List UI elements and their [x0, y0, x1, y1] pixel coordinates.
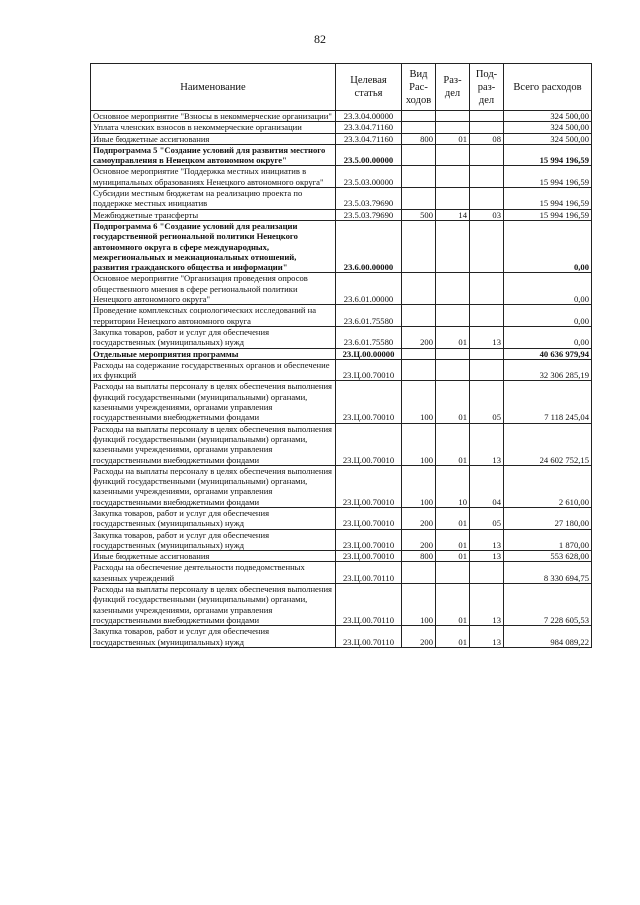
table-row [91, 381, 592, 423]
row-subsection: 13 [470, 326, 504, 348]
row-kind [402, 166, 436, 188]
table-row [91, 507, 592, 529]
row-section: 01 [436, 133, 470, 144]
row-kind: 800 [402, 551, 436, 562]
table-row [91, 122, 592, 133]
row-name: Закупка товаров, работ и услуг для обеспечения государственных (муниципальных) нужд [91, 326, 336, 348]
row-section: 01 [436, 529, 470, 551]
row-section: 10 [436, 465, 470, 507]
row-kind [402, 359, 436, 381]
row-target-code: 23.5.03.79690 [336, 209, 402, 220]
table-header-row [91, 64, 592, 111]
row-subsection [470, 220, 504, 272]
header-kind: Вид Рас-ходов [402, 64, 436, 111]
row-amount: 0,00 [504, 273, 592, 305]
row-amount: 984 089,22 [504, 626, 592, 648]
table-row [91, 144, 592, 166]
row-name: Расходы на выплаты персоналу в целях обеспечения выполнения функций государственными (муниципальными) органами, казенными учреждениями, органами управления государственными внебюджетными фондами [91, 465, 336, 507]
row-target-code: 23.Ц.00.70010 [336, 551, 402, 562]
page-number: 82 [314, 32, 326, 46]
table-row [91, 111, 592, 122]
row-name: Расходы на выплаты персоналу в целях обеспечения выполнения функций государственными (муниципальными) органами, казенными учреждениями, органами управления государственными внебюджетными фондами [91, 381, 336, 423]
row-amount: 7 118 245,04 [504, 381, 592, 423]
row-amount: 24 602 752,15 [504, 423, 592, 465]
row-subsection [470, 122, 504, 133]
row-name: Подпрограмма 6 "Создание условий для реализации государственной региональной политики Ненецкого автономного округа в сфере международных, межрегиональных и межнациональных отношений, развития гражданского общества и информации" [91, 220, 336, 272]
row-section [436, 220, 470, 272]
row-subsection: 13 [470, 529, 504, 551]
table-body [91, 111, 592, 648]
row-subsection: 13 [470, 584, 504, 626]
row-section: 01 [436, 381, 470, 423]
row-subsection [470, 359, 504, 381]
row-kind [402, 273, 436, 305]
row-target-code: 23.Ц.00.70010 [336, 507, 402, 529]
row-subsection: 13 [470, 551, 504, 562]
row-subsection: 13 [470, 626, 504, 648]
row-amount: 553 628,00 [504, 551, 592, 562]
row-name: Расходы на содержание государственных органов и обеспечение их функций [91, 359, 336, 381]
row-target-code: 23.5.00.00000 [336, 144, 402, 166]
row-name: Основное мероприятие "Организация проведения опросов общественного мнения в сфере региональной политики Ненецкого автономного округа" [91, 273, 336, 305]
table-row [91, 348, 592, 359]
row-name: Расходы на выплаты персоналу в целях обеспечения выполнения функций государственными (муниципальными) органами, казенными учреждениями, органами управления государственными внебюджетными фондами [91, 584, 336, 626]
row-name: Уплата членских взносов в некоммерческие организации [91, 122, 336, 133]
table-row [91, 584, 592, 626]
row-kind: 100 [402, 584, 436, 626]
row-amount: 15 994 196,59 [504, 188, 592, 210]
row-amount: 2 610,00 [504, 465, 592, 507]
row-subsection [470, 273, 504, 305]
header-subsection: Под-раз-дел [470, 64, 504, 111]
table-row [91, 209, 592, 220]
row-section: 14 [436, 209, 470, 220]
row-section [436, 111, 470, 122]
row-target-code: 23.Ц.00.70010 [336, 359, 402, 381]
row-subsection: 13 [470, 423, 504, 465]
row-amount: 15 994 196,59 [504, 144, 592, 166]
row-target-code: 23.Ц.00.70010 [336, 529, 402, 551]
table-row [91, 188, 592, 210]
row-section [436, 305, 470, 327]
row-subsection [470, 348, 504, 359]
row-target-code: 23.6.01.75580 [336, 305, 402, 327]
row-amount: 40 636 979,94 [504, 348, 592, 359]
row-target-code: 23.5.03.00000 [336, 166, 402, 188]
table-row [91, 423, 592, 465]
row-target-code: 23.3.04.00000 [336, 111, 402, 122]
row-section: 01 [436, 326, 470, 348]
row-subsection: 08 [470, 133, 504, 144]
row-amount: 27 180,00 [504, 507, 592, 529]
row-section: 01 [436, 626, 470, 648]
row-amount: 0,00 [504, 305, 592, 327]
row-name: Подпрограмма 5 "Создание условий для развития местного самоуправления в Ненецком автономном округе" [91, 144, 336, 166]
row-subsection [470, 305, 504, 327]
table-row [91, 326, 592, 348]
row-kind: 500 [402, 209, 436, 220]
row-section [436, 273, 470, 305]
row-kind: 100 [402, 381, 436, 423]
row-amount: 15 994 196,59 [504, 209, 592, 220]
table-row [91, 562, 592, 584]
header-total: Всего расходов [504, 64, 592, 111]
row-target-code: 23.Ц.00.70110 [336, 584, 402, 626]
row-kind: 200 [402, 326, 436, 348]
row-target-code: 23.Ц.00.70110 [336, 626, 402, 648]
row-subsection [470, 166, 504, 188]
row-section [436, 144, 470, 166]
row-kind [402, 348, 436, 359]
row-kind [402, 305, 436, 327]
row-target-code: 23.6.01.75580 [336, 326, 402, 348]
row-amount: 324 500,00 [504, 122, 592, 133]
row-amount: 15 994 196,59 [504, 166, 592, 188]
table-row [91, 166, 592, 188]
table-row [91, 220, 592, 272]
row-section: 01 [436, 551, 470, 562]
row-name: Основное мероприятие "Взносы в некоммерческие организации" [91, 111, 336, 122]
row-name: Проведение комплексных социологических исследований на территории Ненецкого автономного округа [91, 305, 336, 327]
row-name: Основное мероприятие "Поддержка местных инициатив в муниципальных образованиях Ненецкого автономного округа" [91, 166, 336, 188]
table-row [91, 305, 592, 327]
row-target-code: 23.3.04.71160 [336, 122, 402, 133]
table-row [91, 133, 592, 144]
table-row [91, 465, 592, 507]
row-kind [402, 122, 436, 133]
table-row [91, 626, 592, 648]
row-name: Отдельные мероприятия программы [91, 348, 336, 359]
row-name: Закупка товаров, работ и услуг для обеспечения государственных (муниципальных) нужд [91, 626, 336, 648]
row-subsection: 05 [470, 507, 504, 529]
row-section: 01 [436, 423, 470, 465]
row-section [436, 188, 470, 210]
row-name: Межбюджетные трансферты [91, 209, 336, 220]
row-amount: 324 500,00 [504, 133, 592, 144]
row-kind: 100 [402, 423, 436, 465]
row-target-code: 23.Ц.00.70010 [336, 423, 402, 465]
row-name: Закупка товаров, работ и услуг для обеспечения государственных (муниципальных) нужд [91, 507, 336, 529]
row-kind: 200 [402, 529, 436, 551]
row-section [436, 562, 470, 584]
header-section: Раз-дел [436, 64, 470, 111]
row-kind: 100 [402, 465, 436, 507]
row-amount: 0,00 [504, 326, 592, 348]
row-amount: 32 306 285,19 [504, 359, 592, 381]
row-section [436, 122, 470, 133]
row-subsection [470, 562, 504, 584]
row-kind: 200 [402, 507, 436, 529]
row-subsection: 04 [470, 465, 504, 507]
row-name: Иные бюджетные ассигнования [91, 551, 336, 562]
row-name: Закупка товаров, работ и услуг для обеспечения государственных (муниципальных) нужд [91, 529, 336, 551]
row-target-code: 23.5.03.79690 [336, 188, 402, 210]
row-name: Субсидии местным бюджетам на реализацию проекта по поддержке местных инициатив [91, 188, 336, 210]
row-subsection [470, 144, 504, 166]
row-target-code: 23.Ц.00.70010 [336, 381, 402, 423]
row-subsection [470, 188, 504, 210]
row-name: Расходы на обеспечение деятельности подведомственных казенных учреждений [91, 562, 336, 584]
row-section: 01 [436, 507, 470, 529]
table-row [91, 273, 592, 305]
row-name: Иные бюджетные ассигнования [91, 133, 336, 144]
row-amount: 0,00 [504, 220, 592, 272]
row-amount: 8 330 694,75 [504, 562, 592, 584]
row-kind [402, 111, 436, 122]
row-kind [402, 188, 436, 210]
table-row [91, 529, 592, 551]
row-subsection [470, 111, 504, 122]
row-kind [402, 562, 436, 584]
row-target-code: 23.6.01.00000 [336, 273, 402, 305]
row-section [436, 166, 470, 188]
row-amount: 324 500,00 [504, 111, 592, 122]
table-row [91, 551, 592, 562]
row-section: 01 [436, 584, 470, 626]
row-target-code: 23.Ц.00.70010 [336, 465, 402, 507]
header-name: Наименование [91, 64, 336, 111]
header-target: Целевая статья [336, 64, 402, 111]
row-target-code: 23.Ц.00.00000 [336, 348, 402, 359]
row-target-code: 23.6.00.00000 [336, 220, 402, 272]
row-kind: 200 [402, 626, 436, 648]
row-kind [402, 144, 436, 166]
row-section [436, 359, 470, 381]
row-kind: 800 [402, 133, 436, 144]
row-amount: 1 870,00 [504, 529, 592, 551]
budget-table [90, 63, 592, 648]
row-section [436, 348, 470, 359]
row-kind [402, 220, 436, 272]
row-amount: 7 228 605,53 [504, 584, 592, 626]
row-target-code: 23.Ц.00.70110 [336, 562, 402, 584]
row-subsection: 05 [470, 381, 504, 423]
row-subsection: 03 [470, 209, 504, 220]
table-row [91, 359, 592, 381]
row-name: Расходы на выплаты персоналу в целях обеспечения выполнения функций государственными (муниципальными) органами, казенными учреждениями, органами управления государственными внебюджетными фондами [91, 423, 336, 465]
row-target-code: 23.3.04.71160 [336, 133, 402, 144]
